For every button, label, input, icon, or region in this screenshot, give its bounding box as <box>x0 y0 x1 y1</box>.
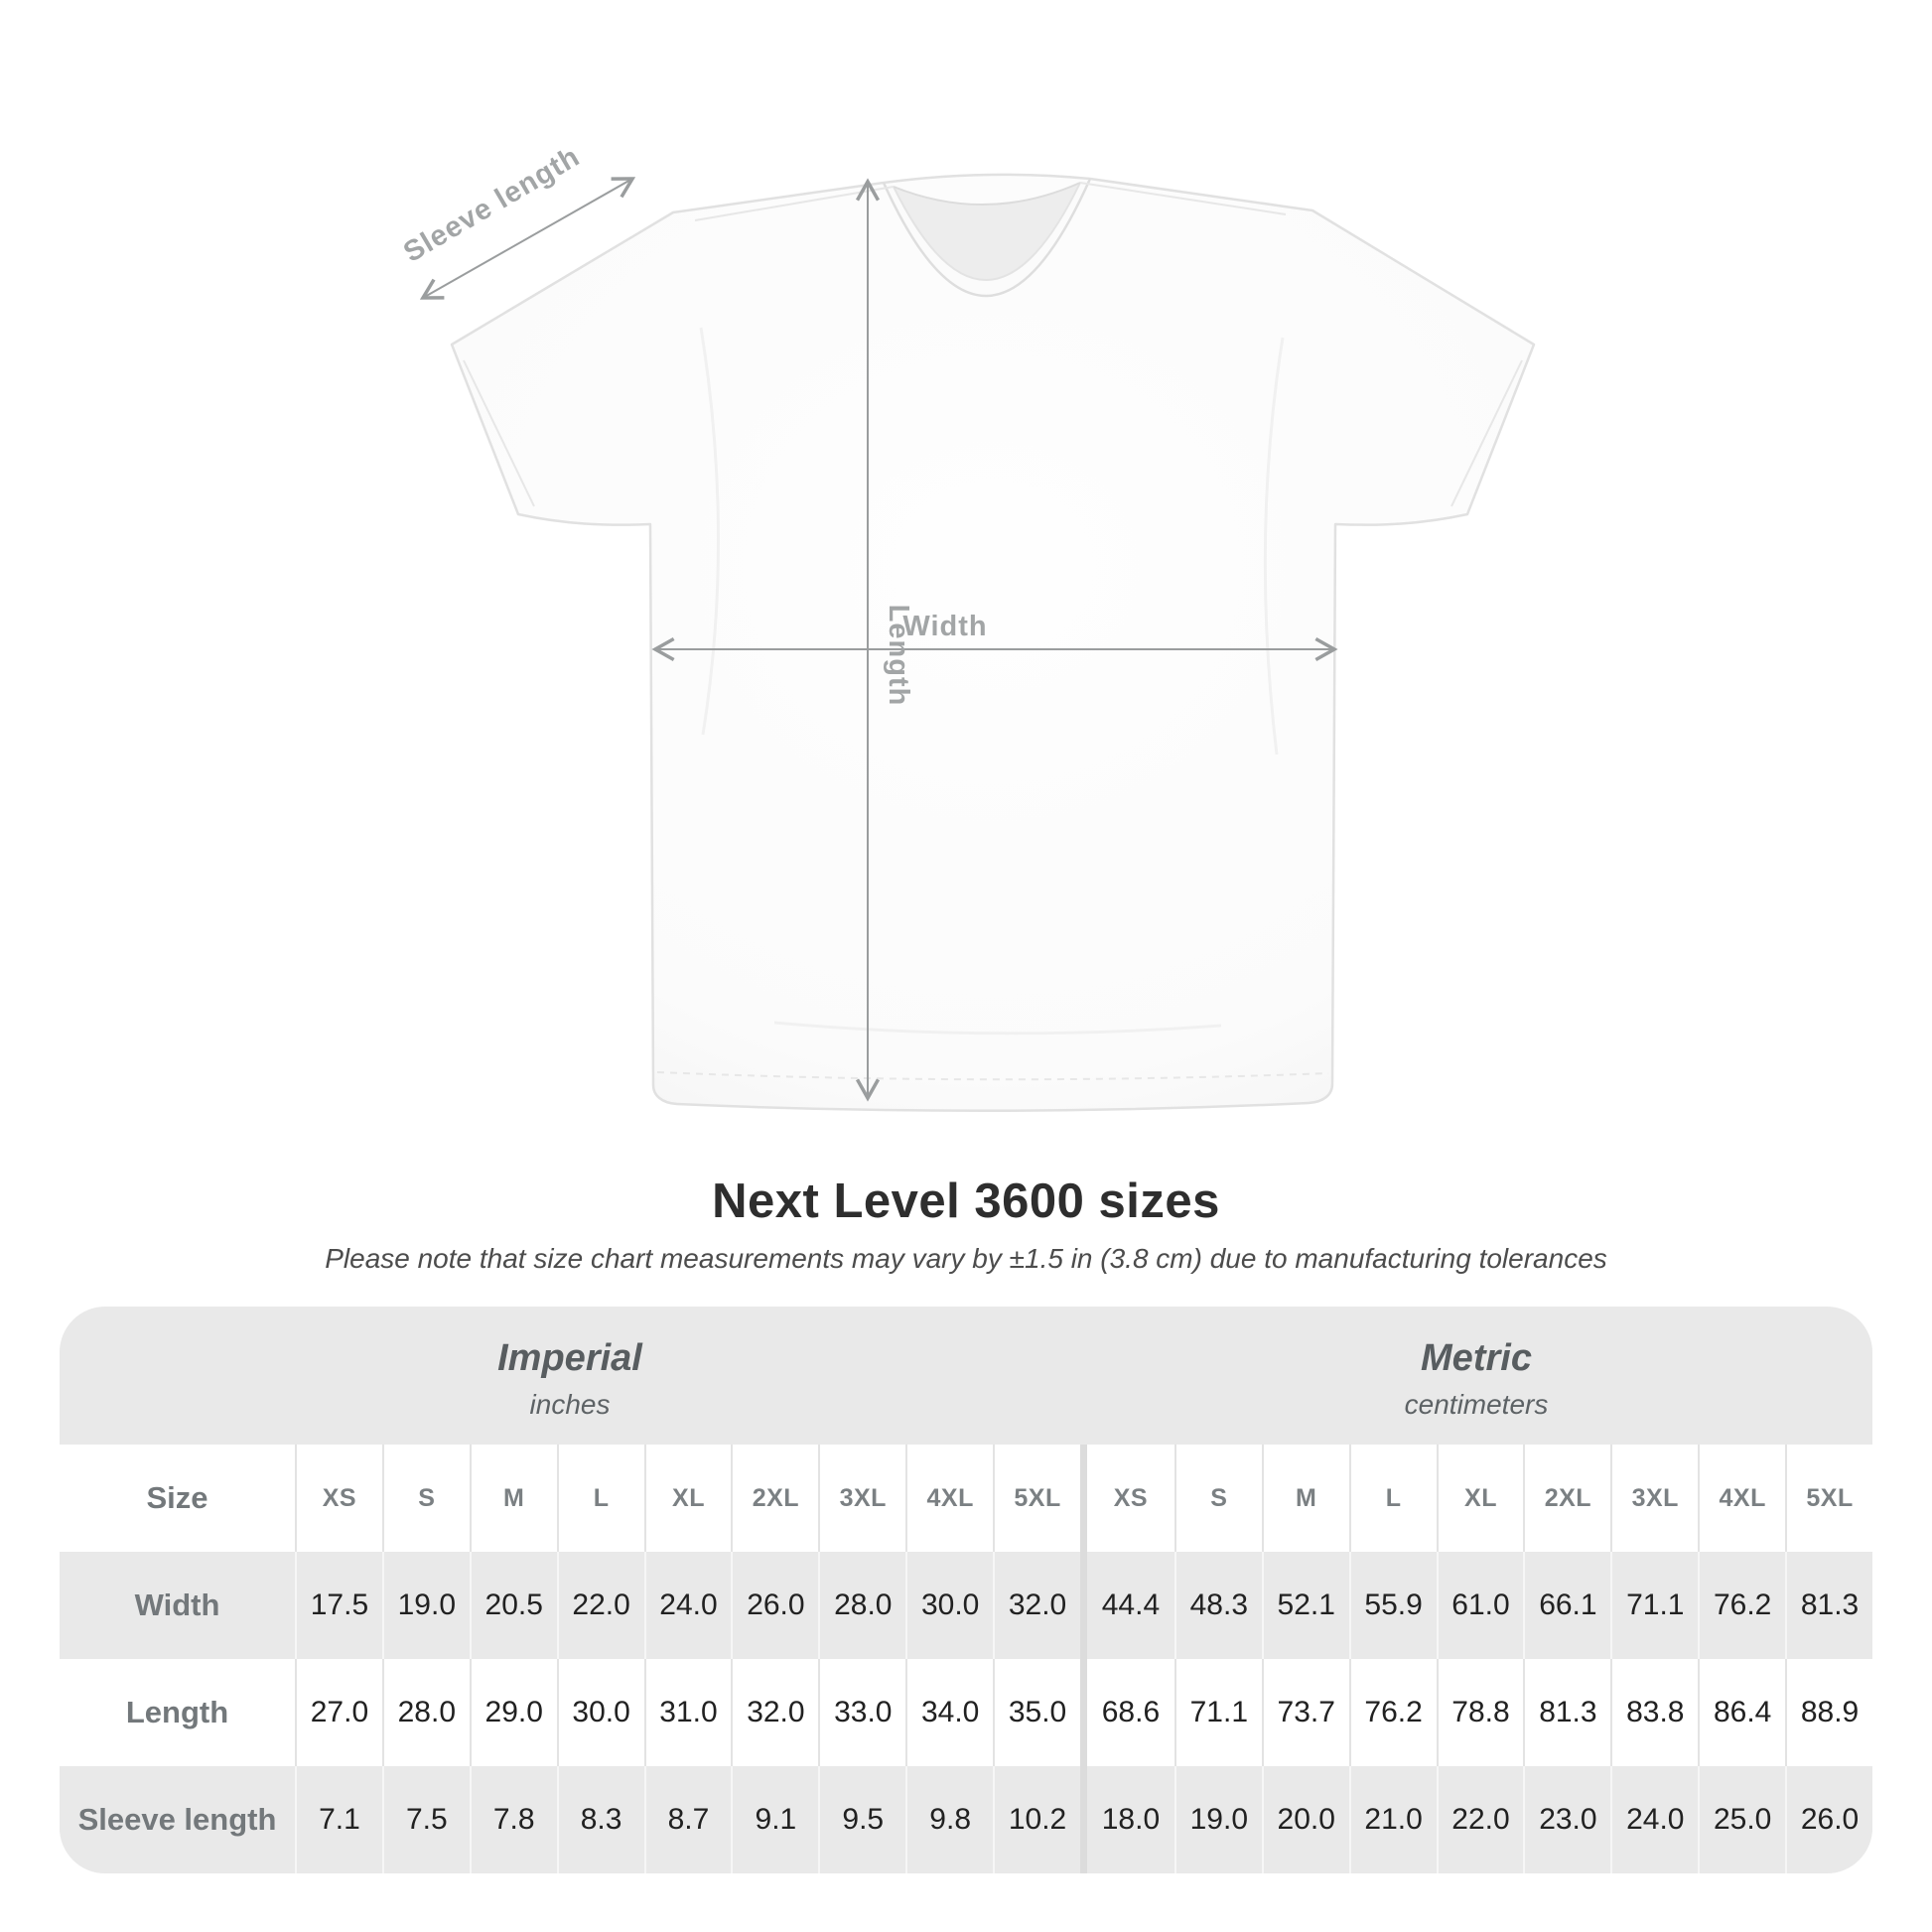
data-cell-imperial: 22.0 <box>557 1552 644 1659</box>
data-cell-imperial: 9.8 <box>905 1766 993 1873</box>
size-header-imperial: 4XL <box>905 1445 993 1552</box>
size-header-imperial: XL <box>644 1445 732 1552</box>
unit-group-name: Metric <box>1421 1336 1532 1379</box>
unit-divider <box>1080 1659 1087 1766</box>
size-header-metric: M <box>1262 1445 1349 1552</box>
size-col-header: Size <box>146 1480 208 1515</box>
size-header-metric: 2XL <box>1523 1445 1610 1552</box>
data-cell-imperial: 30.0 <box>557 1659 644 1766</box>
data-cell-metric: 19.0 <box>1174 1766 1262 1873</box>
size-header-metric: XS <box>1113 1483 1149 1512</box>
data-cell-metric: 71.1 <box>1610 1552 1698 1659</box>
data-cell-metric: 81.3 <box>1523 1659 1610 1766</box>
size-chart-table <box>60 1307 1872 1873</box>
size-header-imperial: 2XL <box>731 1445 818 1552</box>
row-label: Length <box>125 1695 229 1729</box>
data-cell-metric: 20.0 <box>1262 1766 1349 1873</box>
data-cell-imperial: 8.7 <box>644 1766 732 1873</box>
size-header-metric: 3XL <box>1610 1445 1698 1552</box>
table-row <box>60 1552 1872 1659</box>
unit-group-name: Imperial <box>497 1336 642 1379</box>
size-grid <box>60 1445 1872 1873</box>
width-label: Width <box>902 611 988 642</box>
size-header-imperial: M <box>470 1445 557 1552</box>
data-cell-metric: 44.4 <box>1101 1588 1161 1621</box>
page-title: Next Level 3600 sizes <box>712 1174 1220 1228</box>
sleeve-length-label: Sleeve length <box>398 140 586 269</box>
data-cell-imperial: 7.1 <box>295 1766 382 1873</box>
table-row <box>60 1659 1872 1766</box>
data-cell-imperial: 9.1 <box>731 1766 818 1873</box>
data-cell-imperial: 19.0 <box>382 1552 470 1659</box>
unit-divider <box>1080 1552 1087 1659</box>
data-cell-imperial: 27.0 <box>295 1659 382 1766</box>
data-cell-imperial: 28.0 <box>382 1659 470 1766</box>
size-header-imperial: XS <box>295 1445 382 1552</box>
data-cell-imperial: 30.0 <box>905 1552 993 1659</box>
size-header-imperial: 5XL <box>993 1445 1080 1552</box>
data-cell-metric: 61.0 <box>1437 1552 1524 1659</box>
size-header-metric: XL <box>1437 1445 1524 1552</box>
data-cell-imperial: 31.0 <box>644 1659 732 1766</box>
data-cell-metric: 88.9 <box>1785 1659 1872 1766</box>
data-cell-metric: 68.6 <box>1101 1696 1161 1728</box>
data-cell-imperial: 7.5 <box>382 1766 470 1873</box>
size-header-metric: S <box>1174 1445 1262 1552</box>
data-cell-metric: 21.0 <box>1349 1766 1437 1873</box>
data-cell-imperial: 8.3 <box>557 1766 644 1873</box>
size-header-metric: 4XL <box>1698 1445 1785 1552</box>
data-cell-imperial: 29.0 <box>470 1659 557 1766</box>
data-cell-metric: 76.2 <box>1349 1659 1437 1766</box>
size-header-metric: L <box>1349 1445 1437 1552</box>
row-label: Width <box>134 1587 220 1622</box>
unit-header-band <box>60 1307 1872 1445</box>
data-cell-imperial: 33.0 <box>818 1659 905 1766</box>
data-cell-imperial: 17.5 <box>295 1552 382 1659</box>
page-subtitle: Please note that size chart measurements may vary by ±1.5 in (3.8 cm) due to manufacturing tolerances <box>325 1243 1607 1274</box>
unit-group-metric <box>1080 1307 1872 1445</box>
data-cell-metric: 71.1 <box>1174 1659 1262 1766</box>
data-cell-imperial: 26.0 <box>731 1552 818 1659</box>
size-header-imperial: S <box>382 1445 470 1552</box>
data-cell-metric: 25.0 <box>1698 1766 1785 1873</box>
data-cell-metric: 73.7 <box>1262 1659 1349 1766</box>
size-header-metric: 5XL <box>1785 1445 1872 1552</box>
data-cell-imperial: 32.0 <box>731 1659 818 1766</box>
unit-group-unit: centimeters <box>1404 1388 1549 1420</box>
length-label: Length <box>883 604 914 707</box>
data-cell-metric: 83.8 <box>1610 1659 1698 1766</box>
size-header-imperial: L <box>557 1445 644 1552</box>
data-cell-metric: 48.3 <box>1174 1552 1262 1659</box>
data-cell-metric: 76.2 <box>1698 1552 1785 1659</box>
row-label: Sleeve length <box>77 1802 277 1837</box>
data-cell-metric: 86.4 <box>1698 1659 1785 1766</box>
unit-group-imperial <box>60 1307 1080 1445</box>
data-cell-imperial: 34.0 <box>905 1659 993 1766</box>
data-cell-imperial: 9.5 <box>818 1766 905 1873</box>
data-cell-metric: 55.9 <box>1349 1552 1437 1659</box>
unit-group-unit: inches <box>529 1388 611 1420</box>
data-cell-imperial: 10.2 <box>993 1766 1080 1873</box>
unit-divider <box>1080 1766 1087 1873</box>
data-cell-metric: 52.1 <box>1262 1552 1349 1659</box>
data-cell-metric: 18.0 <box>1101 1803 1161 1836</box>
data-cell-imperial: 28.0 <box>818 1552 905 1659</box>
heading-block <box>0 1173 1932 1275</box>
table-row <box>60 1766 1872 1873</box>
data-cell-metric: 26.0 <box>1785 1766 1872 1873</box>
data-cell-imperial: 35.0 <box>993 1659 1080 1766</box>
data-cell-imperial: 7.8 <box>470 1766 557 1873</box>
unit-divider <box>1080 1445 1087 1552</box>
size-header-imperial: 3XL <box>818 1445 905 1552</box>
size-header-row <box>60 1445 1872 1552</box>
data-cell-metric: 23.0 <box>1523 1766 1610 1873</box>
data-cell-metric: 24.0 <box>1610 1766 1698 1873</box>
data-cell-metric: 22.0 <box>1437 1766 1524 1873</box>
data-cell-metric: 66.1 <box>1523 1552 1610 1659</box>
data-cell-metric: 81.3 <box>1785 1552 1872 1659</box>
data-cell-metric: 78.8 <box>1437 1659 1524 1766</box>
data-cell-imperial: 24.0 <box>644 1552 732 1659</box>
data-cell-imperial: 32.0 <box>993 1552 1080 1659</box>
data-cell-imperial: 20.5 <box>470 1552 557 1659</box>
tshirt-outline <box>452 175 1534 1111</box>
